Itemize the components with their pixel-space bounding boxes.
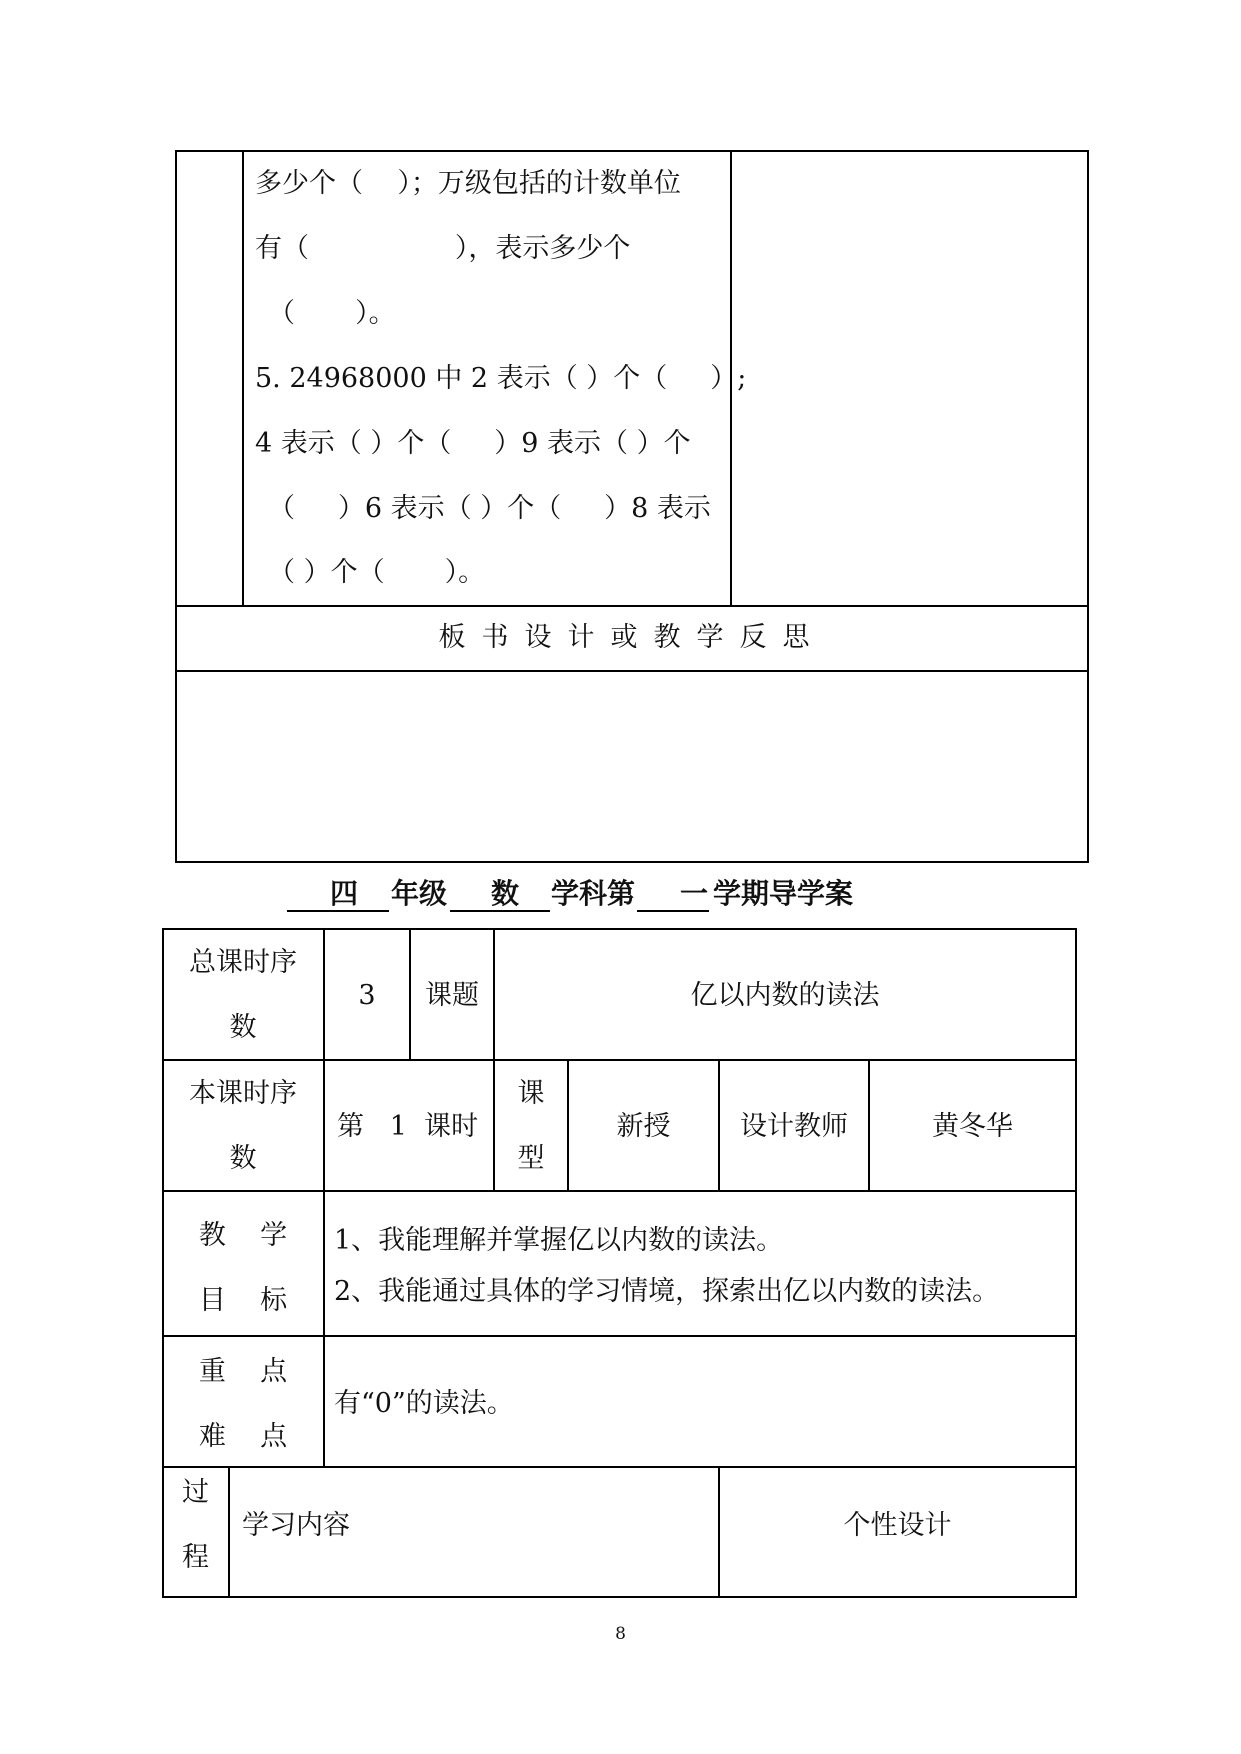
period-label: 本课时序	[189, 1078, 297, 1109]
total-period-label: 总课时序	[189, 947, 297, 978]
exercise-line: 多少个（ ）；万级包括的计数单位	[255, 168, 681, 199]
lesson-type-value: 新授	[616, 1111, 671, 1142]
process-label: 过	[182, 1477, 209, 1508]
exercise-line: 4 表示（ ）个（ ）9 表示（ ）个	[255, 428, 691, 459]
board-design-heading: 板书设计或教学反思	[438, 622, 826, 653]
topic-label: 课题	[425, 980, 479, 1011]
goals-label: 目 标	[198, 1285, 288, 1316]
key-points-label: 重 点	[198, 1356, 288, 1387]
exercise-line: （ ）个（ ）。	[268, 557, 486, 588]
term-value: 一	[680, 877, 709, 910]
grade-value: 四	[330, 877, 359, 910]
period-value: 第 1 课时	[337, 1111, 479, 1142]
key-points-label: 难 点	[198, 1421, 288, 1452]
designer-label: 设计教师	[740, 1111, 848, 1142]
total-period-value: 3	[358, 980, 376, 1011]
lesson-type-label: 型	[517, 1143, 545, 1174]
designer-value: 黄冬华	[932, 1111, 1013, 1142]
page-number: 8	[615, 1624, 626, 1644]
exercise-line: （ ）。	[268, 298, 396, 329]
personal-design-header: 个性设计	[843, 1510, 952, 1541]
grade-label: 年级	[391, 877, 448, 910]
exercise-line: 有（ ），表示多少个	[255, 233, 631, 264]
learning-content-header: 学习内容	[242, 1510, 350, 1541]
key-points-value: 有“0”的读法。	[334, 1388, 514, 1419]
goals-label: 教 学	[198, 1220, 288, 1251]
term-label: 学期导学案	[713, 877, 854, 910]
exercise-line: （ ）6 表示（ ）个（ ）8 表示	[268, 493, 711, 524]
subject-label: 学科第	[551, 877, 636, 910]
subject-value: 数	[491, 877, 520, 910]
goal-item: 1、我能理解并掌握亿以内数的读法。	[334, 1225, 784, 1256]
exercise-line: 5. 24968000 中 2 表示（ ）个（ ）;	[255, 363, 747, 394]
goal-item: 2、我能通过具体的学习情境，探索出亿以内数的读法。	[334, 1276, 1000, 1307]
total-period-label: 数	[229, 1012, 257, 1043]
topic-value: 亿以内数的读法	[690, 980, 880, 1011]
period-label: 数	[229, 1143, 257, 1174]
process-label: 程	[182, 1542, 209, 1573]
lesson-type-label: 课	[517, 1078, 545, 1109]
